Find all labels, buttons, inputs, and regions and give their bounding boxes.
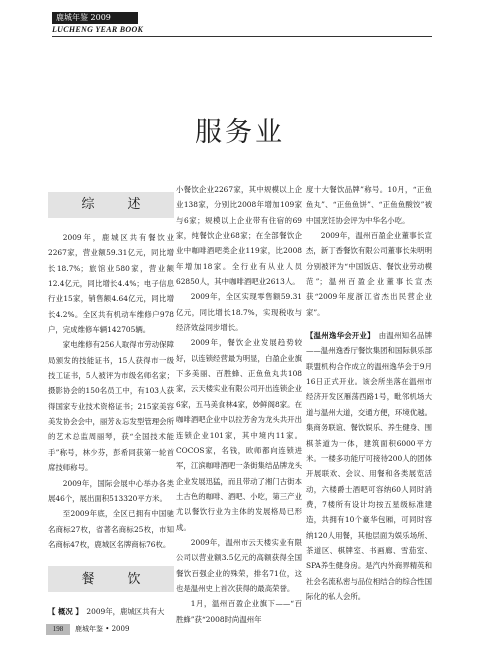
text-column-2 xyxy=(176,182,302,627)
text-column-3 xyxy=(306,182,432,604)
paragraph: 2009年，国际会展中心举办各类展46个，展出面积513320平方米。 xyxy=(48,478,174,503)
paragraph-text: 由温州知名品牌——温州逸香厅餐饮集团和国际俱乐部联盟机构合作成立的温州逸华会于9月16日正式开业。该会所坐落在温州市经济开发区雁荡西路1号，毗邻机场大道与温州大道，交通方便，环境优越。集商务联谊、餐饮娱乐、养生健身、围棋茶道为一体，建筑面积6000平方米。一楼多功能厅可接待200人的团体开展联欢、会议、用餐和各类展览活动，六楼爵士酒吧可容纳60人同时消费，7楼所有设计均按五星级标准建造，共拥有10个豪华包厢，可同时容纳120人用餐，其他层面为娱乐场所、茶道区、棋牌室、书画廊、雪茄室、SPA养生健身房。是汽内外商界精英和社会名流私密与品位相结合的综合性国际化的私人会所。 xyxy=(306,331,432,601)
paragraph: 2009年，温州市云天楼实业有限公司以营业额3.5亿元的高额获得全国餐饮百强企业的殊荣，排名71位，这也是温州史上首次获得的最高荣誉。 xyxy=(176,537,302,593)
paragraph: 1月，温州百盈企业旗下——“百胜蜂”获“2008时尚温州年 xyxy=(176,599,302,624)
header-book-title: 鹿城年鉴 2009 xyxy=(52,12,138,24)
text-column-1 xyxy=(48,182,174,620)
paragraph: 至2009年底，全区已拥有中国驰名商标27枚，省著名商标25枚，市知名商标47枚，鹿城区名牌商标76枚。 xyxy=(48,509,174,549)
chapter-title: 服务业 xyxy=(195,117,285,148)
paragraph-label: 【温州逸华会开业】 xyxy=(306,331,372,341)
paragraph xyxy=(48,604,174,619)
paragraph: 度十大餐饮品牌”称号。10月，“正鱼鱼丸”、“正鱼鱼饼”、“正鱼鱼酸饺”被中国烹饪协会评为中华名小吃。 xyxy=(306,185,432,225)
paragraph: 2009年，温州百盈企业董事长宣杰，新丁香餐饮有限公司董事长朱明明分别被评为“中国饭店、餐饮业劳动模范”；温州百盈企业董事长宣杰获“2009年度浙江省杰出民营企业家”。 xyxy=(306,231,432,317)
section-heading-catering: 餐 饮 xyxy=(48,566,174,592)
paragraph: 2009年，餐饮企业发展趋势较好，以连锁经营最为明显，白盈企业旗下多美丽、百胜蜂、正鱼鱼丸共108家，云天楼实业有限公司开出连锁企业6家，五马美食林4家，妙鲜阁8家。在咖啡酒吧企业中以拉芳舍为龙头共开出连锁企业101家，其中境内11家。COCOS家，名钱，欧师都向连锁进军，江滨咖啡酒吧一条街集结品牌龙头企业发展迅猛，而且带动了湘门古街本土古色的咖啡、酒吧、小吃，第三产业尤以餐饮行业为主体的发展格局已形成。 xyxy=(176,338,302,532)
paragraph: 2009年，鹿城区共有餐饮业2267家，营业额59.31亿元，同比增长18.7%；旅馆业580家，营业额12.4亿元，同比增长4.4%；电子信息行业15家，销售额4.64亿元，同比增长4.2%。全区共有机动车维修户978户，完成维修车辆142705辆。 xyxy=(48,233,174,335)
paragraph-text: 2009年，鹿城区共有大 xyxy=(86,607,165,617)
paragraph-label: 【 概况 】 xyxy=(48,607,80,617)
paragraph: 小餐饮企业2267家，其中规模以上企业138家，分别比2008年增加109家与6家；规模以上企业带有住宿的69家，纯餐饮企业68家；在全部餐饮企业中咖啡酒吧类企业119家，比2008年增加18家。全行业有从业人员62850人，其中咖啡酒吧业2613人。 xyxy=(176,185,302,287)
section-heading-overview: 综 述 xyxy=(48,192,174,218)
paragraph: 家电维修有256人取得市劳动保障局颁发的技能证书，15人获得市一级技工证书，5人被评为市级名师名家；摄影协会的150名员工中，有103人获得国家专业技术资格证书；215家美容美发协会会中，丽芳＆忘发型管理会所的艺术总监周丽琴，获“全国技术能手”称号，林少芬，彭希同获第一轮首席技师称号。 xyxy=(48,340,174,473)
page-number: 198 xyxy=(46,624,70,635)
header-english-subtitle: LUCHENG YEAR BOOK xyxy=(52,25,144,34)
paragraph: 2009年，全区实现零售额59.31亿元，同比增长18.7%，实现税收与经济效益同步增长。 xyxy=(176,292,302,333)
paragraph xyxy=(306,328,432,604)
footer-book-label: 鹿城年鉴 • 2009 xyxy=(75,625,130,633)
header-divider xyxy=(52,36,432,37)
